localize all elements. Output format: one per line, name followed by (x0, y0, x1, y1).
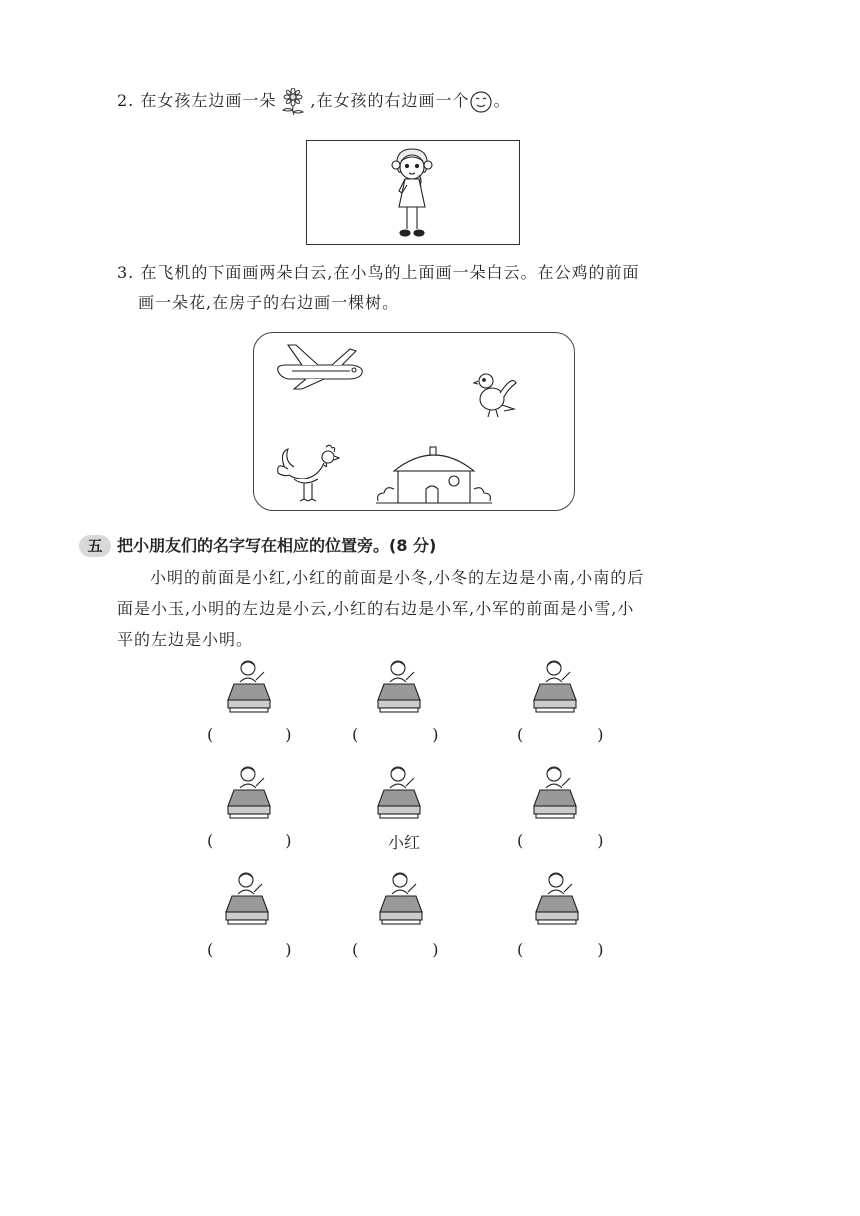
answer-blank-r1c3[interactable]: ( ) (517, 725, 604, 744)
q2-drawing-frame (306, 140, 520, 245)
student-desk-r2c1 (224, 764, 274, 822)
section-5-title: 把小朋友们的名字写在相应的位置旁。(8 分) (117, 536, 437, 555)
student-desk-r1c3 (530, 658, 580, 716)
question-2 (117, 86, 510, 116)
answer-blank-r2c3[interactable]: ( ) (517, 831, 604, 850)
airplane-illustration (272, 341, 368, 391)
answer-blank-r3c2[interactable]: ( ) (352, 940, 439, 959)
smiley-face-icon (469, 90, 493, 114)
answer-blank-r3c1[interactable]: ( ) (207, 940, 292, 959)
bird-illustration (472, 369, 520, 421)
question-3 (117, 258, 639, 318)
student-desk-r3c2 (376, 870, 426, 928)
student-desk-r3c3 (532, 870, 582, 928)
q2-prefix: 2. 在女孩左边画一朵 (117, 91, 277, 110)
section-5-header (79, 533, 436, 557)
paragraph-line-3: 平的左边是小明。 (117, 630, 254, 649)
answer-blank-r2c1[interactable]: ( ) (207, 831, 292, 850)
sunflower-icon (276, 88, 310, 116)
q3-line1: 3. 在飞机的下面画两朵白云,在小鸟的上面画一朵白云。在公鸡的前面 (117, 263, 640, 282)
paragraph-line-1: 小明的前面是小红,小红的前面是小冬,小冬的左边是小南,小南的后 (150, 568, 645, 587)
student-desk-r2c3 (530, 764, 580, 822)
q2-middle: ,在女孩的右边画一个 (310, 91, 470, 110)
answer-blank-r3c3[interactable]: ( ) (517, 940, 604, 959)
student-desk-r1c2 (374, 658, 424, 716)
rooster-illustration (274, 443, 340, 505)
known-name-label: 小红 (388, 833, 421, 852)
paragraph-line-2: 面是小玉,小明的左边是小云,小红的右边是小军,小军的前面是小雪,小 (117, 599, 635, 618)
student-desk-r1c1 (224, 658, 274, 716)
girl-illustration (387, 145, 437, 241)
student-desk-r3c1 (222, 870, 272, 928)
house-illustration (374, 445, 494, 507)
q3-line2: 画一朵花,在房子的右边画一棵树。 (138, 293, 400, 312)
q2-suffix: 。 (493, 91, 511, 110)
q3-drawing-frame (253, 332, 575, 511)
section-badge: 五 (79, 535, 111, 557)
section-5-paragraph (117, 562, 644, 655)
student-desk-r2c2 (374, 764, 424, 822)
answer-blank-r1c2[interactable]: ( ) (352, 725, 439, 744)
answer-blank-r1c1[interactable]: ( ) (207, 725, 292, 744)
